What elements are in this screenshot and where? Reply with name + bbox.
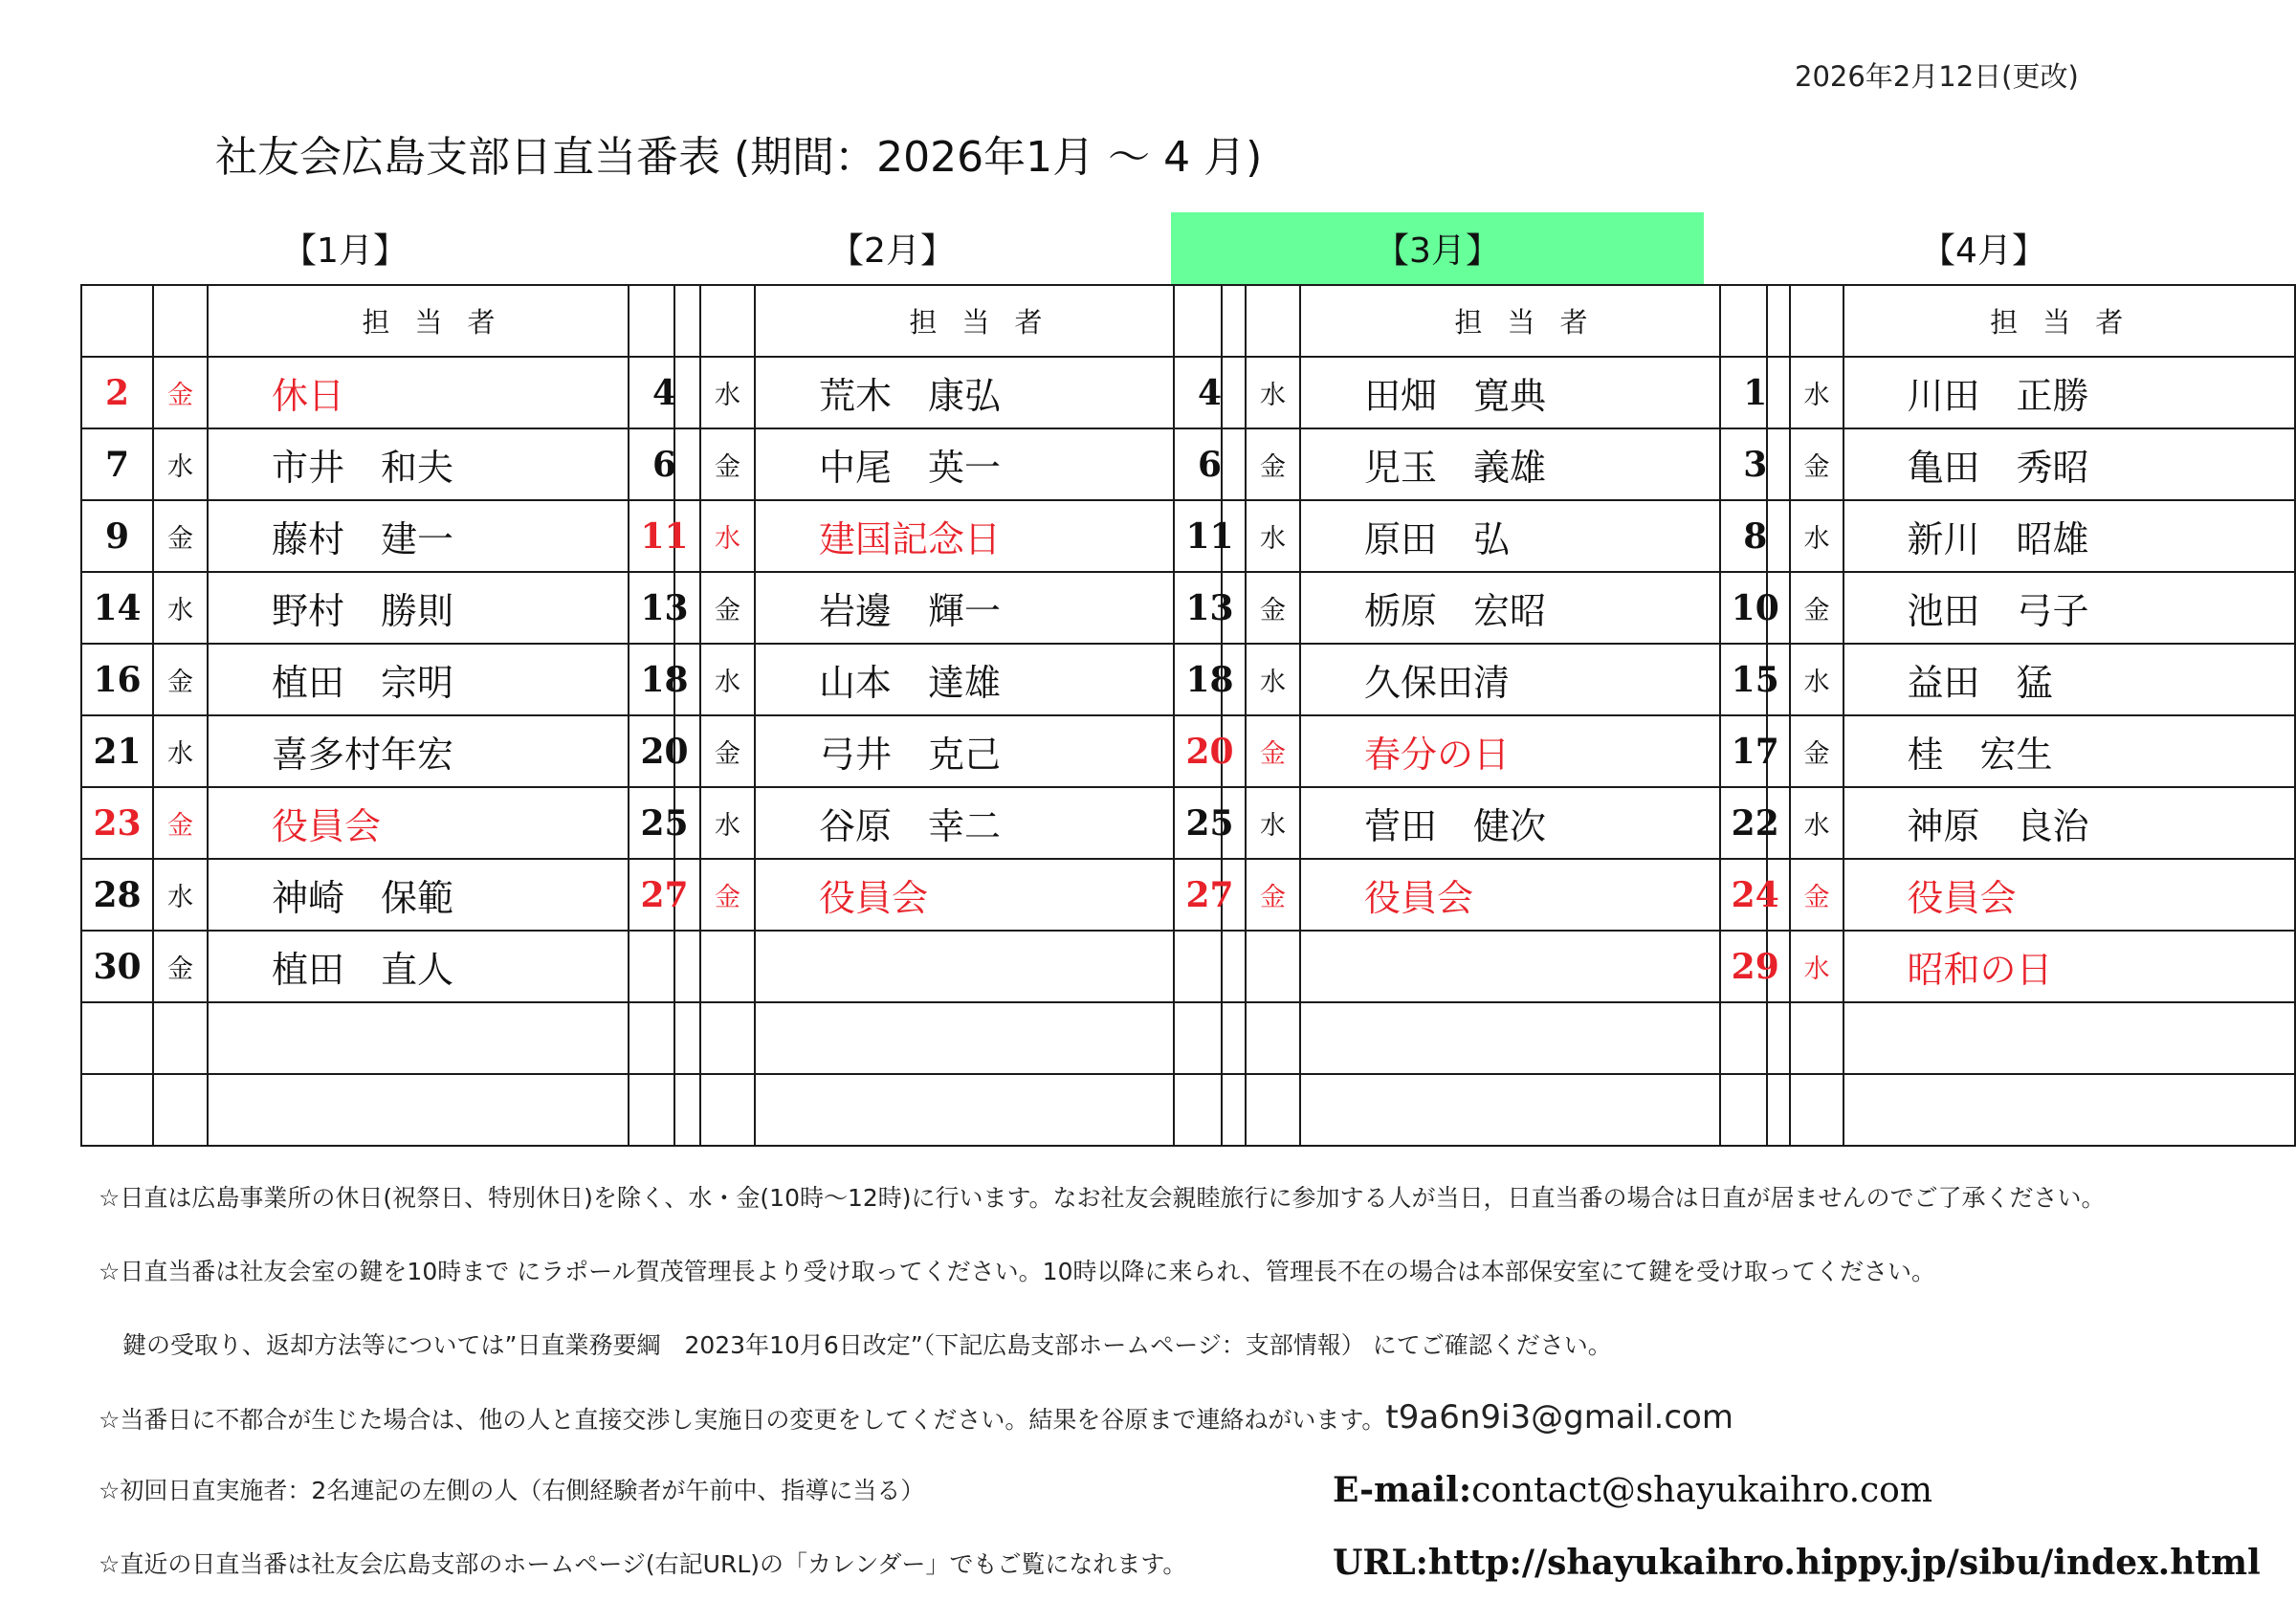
table-row [1174,715,1767,787]
weekday-cell: 金 [700,715,755,787]
day-cell [629,1002,700,1074]
person-cell: 新川 昭雄 [1843,500,2295,572]
person-cell: 喜多村年宏 [208,715,674,787]
weekday-cell: 水 [700,644,755,715]
day-cell: 20 [1174,715,1246,787]
weekday-cell: 水 [1246,787,1300,859]
person-cell: 弓井 克己 [755,715,1222,787]
table-row [1174,859,1767,931]
day-cell: 4 [1174,357,1246,428]
note-5: ☆初回日直実施者：2名連記の左側の人（右側経験者が午前中、指導に当る） [99,1477,925,1504]
weekday-cell: 水 [153,715,208,787]
table-row [1174,931,1767,1002]
table-row [629,357,1222,428]
person-cell: 池田 弓子 [1843,572,2295,644]
table-row [81,787,674,859]
weekday-cell: 水 [1790,644,1843,715]
table-row [629,931,1222,1002]
header-person-cell: 担当者 [755,285,1222,357]
day-cell [1174,931,1246,1002]
table-header-row [629,285,1222,357]
person-cell: 谷原 幸二 [755,787,1222,859]
header-weekday-cell [1246,285,1300,357]
day-cell: 23 [81,787,153,859]
person-cell [1300,1074,1767,1146]
table-row [1174,428,1767,500]
person-cell: 春分の日 [1300,715,1767,787]
header-person-cell: 担当者 [1843,285,2295,357]
table-row [81,931,674,1002]
day-cell [81,1074,153,1146]
weekday-cell [1246,1074,1300,1146]
table-row [1174,1002,1767,1074]
url-link[interactable]: http://shayukaihro.hippy.jp/sibu/index.html [1427,1543,2261,1583]
header-weekday-cell [153,285,208,357]
person-cell: 神原 良治 [1843,787,2295,859]
person-cell: 荒木 康弘 [755,357,1222,428]
weekday-cell [700,1002,755,1074]
month-table-4 [1719,284,2296,1147]
day-cell: 27 [629,859,700,931]
day-cell: 21 [81,715,153,787]
header-weekday-cell [1790,285,1843,357]
day-cell: 16 [81,644,153,715]
table-row [1720,357,2295,428]
day-cell: 25 [629,787,700,859]
person-cell: 植田 宗明 [208,644,674,715]
month-label-2: 【2月】 [829,231,955,271]
person-cell: 市井 和夫 [208,428,674,500]
note-4 [99,1398,1733,1437]
person-cell [755,1074,1222,1146]
weekday-cell: 金 [153,644,208,715]
person-cell: 岩邊 輝一 [755,572,1222,644]
weekday-cell: 金 [153,357,208,428]
revision-date: 2026年2月12日(更改) [1795,60,2079,93]
table-row [1720,715,2295,787]
note-email[interactable]: t9a6n9i3@gmail.com [1385,1398,1733,1437]
weekday-cell [1790,1074,1843,1146]
weekday-cell: 金 [153,500,208,572]
weekday-cell: 金 [700,859,755,931]
person-cell: 建国記念日 [755,500,1222,572]
weekday-cell: 金 [700,428,755,500]
table-row [629,500,1222,572]
weekday-cell: 水 [1246,500,1300,572]
day-cell [1720,1074,1790,1146]
person-cell [208,1002,674,1074]
day-cell: 17 [1720,715,1790,787]
person-cell [1843,1002,2295,1074]
weekday-cell: 金 [1246,715,1300,787]
table-row [1720,644,2295,715]
day-cell: 28 [81,859,153,931]
table-row [1174,787,1767,859]
header-person-cell: 担当者 [1300,285,1767,357]
header-day-cell [629,285,700,357]
person-cell: 休日 [208,357,674,428]
weekday-cell [700,1074,755,1146]
weekday-cell: 水 [1790,931,1843,1002]
table-row [1174,500,1767,572]
table-row [1720,1002,2295,1074]
weekday-cell [1246,1002,1300,1074]
person-cell [755,931,1222,1002]
person-cell [1300,1002,1767,1074]
weekday-cell: 金 [153,931,208,1002]
weekday-cell: 水 [700,500,755,572]
table-row [629,644,1222,715]
day-cell: 29 [1720,931,1790,1002]
day-cell [1174,1074,1246,1146]
table-row [81,357,674,428]
table-row [1720,500,2295,572]
person-cell: 野村 勝則 [208,572,674,644]
month-table-3 [1173,284,1768,1147]
table-header-row [1720,285,2295,357]
page-title: 社友会広島支部日直当番表 (期間：2026年1月 ～ 4 月) [215,133,1263,182]
weekday-cell: 水 [1790,357,1843,428]
url-label: URL [1333,1543,1416,1583]
table-row [629,859,1222,931]
header-day-cell [1174,285,1246,357]
table-row [81,859,674,931]
table-row [1174,572,1767,644]
person-cell: 植田 直人 [208,931,674,1002]
day-cell: 27 [1174,859,1246,931]
day-cell: 11 [1174,500,1246,572]
table-row [1174,357,1767,428]
note-1: ☆日直は広島事業所の休日(祝祭日、特別休日)を除く、水・金(10時～12時)に行います。なお社友会親睦旅行に参加する人が当日，日直当番の場合は日直が居ませんのでご了承ください。 [99,1184,2106,1212]
table-row [629,572,1222,644]
day-cell: 24 [1720,859,1790,931]
person-cell [1300,931,1767,1002]
note-2: ☆日直当番は社友会室の鍵を10時まで にラポール賀茂管理長より受け取ってください。10時以降に来られ、管理長不在の場合は本部保安室にて鍵を受け取ってください。 [99,1258,1935,1285]
weekday-cell: 水 [153,859,208,931]
person-cell: 昭和の日 [1843,931,2295,1002]
table-header-row [1174,285,1767,357]
table-row [1174,1074,1767,1146]
table-row [629,428,1222,500]
person-cell: 児玉 義雄 [1300,428,1767,500]
day-cell: 18 [1174,644,1246,715]
day-cell: 6 [1174,428,1246,500]
day-cell: 10 [1720,572,1790,644]
table-row [629,1002,1222,1074]
day-cell: 8 [1720,500,1790,572]
person-cell: 益田 猛 [1843,644,2295,715]
day-cell: 6 [629,428,700,500]
person-cell: 亀田 秀昭 [1843,428,2295,500]
weekday-cell [153,1074,208,1146]
person-cell: 中尾 英一 [755,428,1222,500]
month-table-1 [80,284,675,1147]
day-cell [81,1002,153,1074]
day-cell: 1 [1720,357,1790,428]
day-cell [1720,1002,1790,1074]
weekday-cell: 水 [1790,500,1843,572]
person-cell: 田畑 寛典 [1300,357,1767,428]
weekday-cell: 水 [1790,787,1843,859]
weekday-cell: 水 [700,357,755,428]
weekday-cell [153,1002,208,1074]
weekday-cell: 金 [1246,428,1300,500]
weekday-cell [1246,931,1300,1002]
person-cell: 菅田 健次 [1300,787,1767,859]
day-cell: 9 [81,500,153,572]
weekday-cell: 金 [1790,572,1843,644]
day-cell: 30 [81,931,153,1002]
person-cell: 役員会 [208,787,674,859]
day-cell: 4 [629,357,700,428]
weekday-cell: 金 [1246,859,1300,931]
day-cell: 7 [81,428,153,500]
person-cell: 栃原 宏昭 [1300,572,1767,644]
url-colon: : [1415,1543,1428,1583]
weekday-cell: 金 [1790,428,1843,500]
weekday-cell: 水 [153,428,208,500]
day-cell [629,1074,700,1146]
header-person-cell: 担当者 [208,285,674,357]
weekday-cell: 金 [700,572,755,644]
weekday-cell: 金 [1790,859,1843,931]
month-table-2 [628,284,1223,1147]
table-row [1720,1074,2295,1146]
month-label-1: 【1月】 [282,231,408,271]
weekday-cell [1790,1002,1843,1074]
email-link[interactable]: contact@shayukaihro.com [1471,1471,1932,1510]
table-row [81,644,674,715]
weekday-cell: 金 [153,787,208,859]
day-cell [1174,1002,1246,1074]
email-label: E-mail [1333,1470,1459,1510]
person-cell: 川田 正勝 [1843,357,2295,428]
person-cell [1843,1074,2295,1146]
weekday-cell: 金 [1790,715,1843,787]
email-colon: : [1458,1470,1472,1510]
weekday-cell: 水 [700,787,755,859]
person-cell: 桂 宏生 [1843,715,2295,787]
table-row [81,428,674,500]
person-cell: 原田 弘 [1300,500,1767,572]
day-cell: 22 [1720,787,1790,859]
table-row [81,1074,674,1146]
table-row [1720,931,2295,1002]
note-3: 鍵の受取り、返却方法等については”日直業務要綱 2023年10月6日改定”（下記広島支部ホームページ：支部情報） にてご確認ください。 [99,1331,1612,1359]
contact-email [1333,1470,1932,1510]
person-cell: 神崎 保範 [208,859,674,931]
day-cell: 25 [1174,787,1246,859]
weekday-cell: 水 [1246,357,1300,428]
day-cell: 18 [629,644,700,715]
header-day-cell [1720,285,1790,357]
table-row [629,787,1222,859]
day-cell: 11 [629,500,700,572]
table-row [81,1002,674,1074]
table-row [629,715,1222,787]
table-row [81,715,674,787]
table-row [1720,428,2295,500]
day-cell: 3 [1720,428,1790,500]
day-cell: 13 [629,572,700,644]
contact-url [1333,1543,2261,1583]
person-cell: 山本 達雄 [755,644,1222,715]
month-label-4: 【4月】 [1921,231,2046,271]
table-header-row [81,285,674,357]
month-label-3: 【3月】 [1171,212,1704,284]
day-cell: 20 [629,715,700,787]
day-cell: 13 [1174,572,1246,644]
person-cell: 役員会 [755,859,1222,931]
table-row [629,1074,1222,1146]
day-cell [629,931,700,1002]
header-day-cell [81,285,153,357]
note-4-text: ☆当番日に不都合が生じた場合は、他の人と直接交渉し実施日の変更をしてください。結果を谷原まで連絡ねがいます。 [99,1406,1386,1434]
table-row [1720,787,2295,859]
person-cell: 役員会 [1300,859,1767,931]
table-row [81,572,674,644]
weekday-cell [700,931,755,1002]
header-weekday-cell [700,285,755,357]
person-cell: 役員会 [1843,859,2295,931]
person-cell [208,1074,674,1146]
weekday-cell: 金 [1246,572,1300,644]
person-cell: 久保田清 [1300,644,1767,715]
table-row [81,500,674,572]
day-cell: 15 [1720,644,1790,715]
table-row [1720,572,2295,644]
day-cell: 14 [81,572,153,644]
day-cell: 2 [81,357,153,428]
person-cell [755,1002,1222,1074]
weekday-cell: 水 [153,572,208,644]
weekday-cell: 水 [1246,644,1300,715]
table-row [1174,644,1767,715]
table-row [1720,859,2295,931]
person-cell: 藤村 建一 [208,500,674,572]
note-6: ☆直近の日直当番は社友会広島支部のホームページ(右記URL)の「カレンダー」でもご覧になれます。 [99,1550,1187,1578]
